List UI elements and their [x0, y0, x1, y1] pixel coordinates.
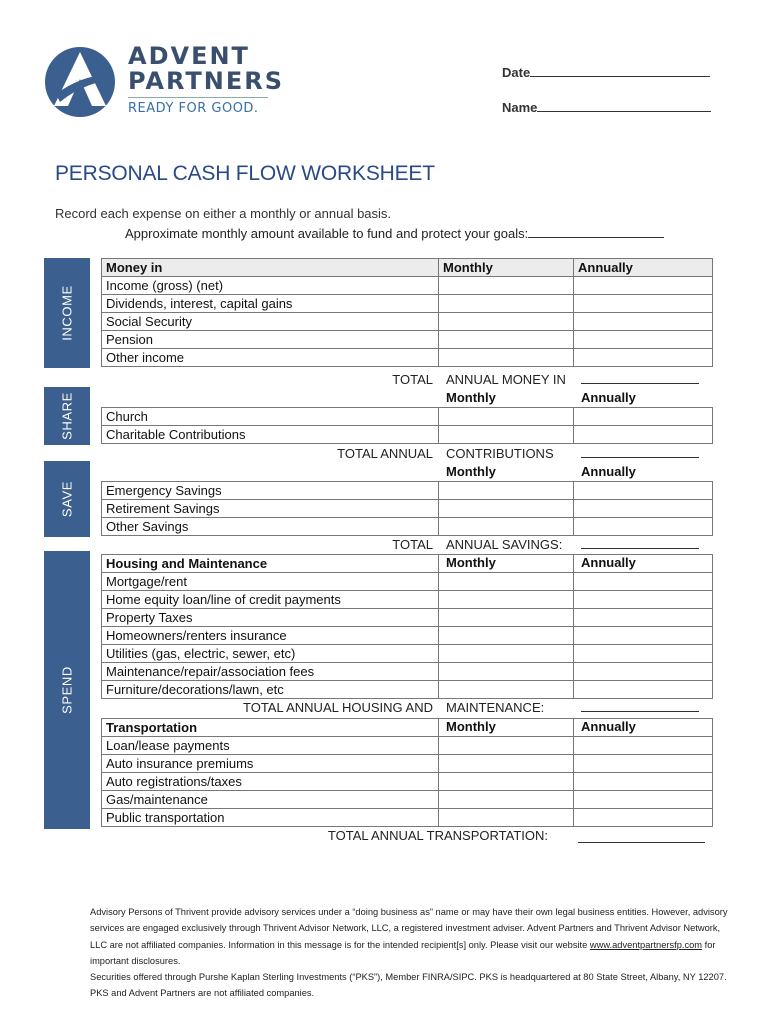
intro-text: Record each expense on either a monthly or annual basis.: [55, 206, 392, 221]
brand-line1: ADVENT: [128, 42, 250, 70]
annual-cell[interactable]: [574, 408, 713, 426]
annual-cell[interactable]: [574, 426, 713, 444]
brand-divider: [128, 97, 268, 98]
monthly-cell[interactable]: [439, 313, 574, 331]
monthly-cell[interactable]: [439, 627, 574, 645]
column-header-monthly: Monthly: [439, 259, 574, 277]
save-monthly-header: Monthly: [446, 464, 496, 479]
tab-share: [44, 387, 90, 445]
tab-spend: [44, 551, 90, 829]
annual-cell[interactable]: [574, 681, 713, 699]
annual-cell[interactable]: [574, 518, 713, 536]
row-label: Utilities (gas, electric, sewer, etc): [102, 645, 439, 663]
website-link[interactable]: www.adventpartnersfp.com: [589, 939, 703, 950]
monthly-cell[interactable]: [439, 645, 574, 663]
table-row: [102, 755, 713, 773]
table-header-row: [102, 259, 713, 277]
table-row: [102, 277, 713, 295]
monthly-cell[interactable]: [439, 681, 574, 699]
table-row: [102, 663, 713, 681]
table-row: [102, 500, 713, 518]
monthly-cell[interactable]: [439, 591, 574, 609]
transport-annually-header: Annually: [581, 719, 636, 734]
transport-monthly-header: Monthly: [446, 719, 496, 734]
row-label: Auto registrations/taxes: [102, 773, 439, 791]
goal-amount-line[interactable]: [528, 225, 664, 238]
row-label: Other Savings: [102, 518, 439, 536]
goal-amount-label: Approximate monthly amount available to fund and protect your goals:: [125, 226, 529, 241]
monthly-cell[interactable]: [439, 331, 574, 349]
tab-spend-label: SPEND: [59, 666, 75, 714]
monthly-cell[interactable]: [439, 426, 574, 444]
table-row: [102, 773, 713, 791]
table-row: [102, 408, 713, 426]
monthly-cell: [439, 555, 574, 573]
row-label: Emergency Savings: [102, 482, 439, 500]
name-field[interactable]: [502, 99, 711, 115]
annual-cell[interactable]: [574, 482, 713, 500]
date-field[interactable]: [502, 64, 710, 80]
tab-income: [44, 258, 90, 368]
table-row: [102, 518, 713, 536]
row-label: Property Taxes: [102, 609, 439, 627]
monthly-cell[interactable]: [439, 518, 574, 536]
monthly-cell[interactable]: [439, 482, 574, 500]
row-label: Furniture/decorations/lawn, etc: [102, 681, 439, 699]
row-label: Other income: [102, 349, 439, 367]
monthly-cell[interactable]: [439, 277, 574, 295]
save-table: [101, 481, 713, 536]
housing-table: [101, 554, 713, 699]
table-row: [102, 645, 713, 663]
row-label: Income (gross) (net): [102, 277, 439, 295]
row-label: Homeowners/renters insurance: [102, 627, 439, 645]
annual-cell[interactable]: [574, 645, 713, 663]
disclosure-text: Advisory Persons of Thrivent provide advisory services under a “doing business as” name or may have their own legal business entities. However, advisory services are engaged exclusively through Thrivent Advisor Network, LLC, a registered investment adviser. Advent Partners and Thrivent Advisor Network, LLC are not affiliated companies. Information in this message is for the intended recipient[s] only. Please visit our website: [90, 907, 728, 950]
annual-cell[interactable]: [574, 809, 713, 827]
monthly-cell[interactable]: [439, 573, 574, 591]
save-annually-header: Annually: [581, 464, 636, 479]
save-total-right: ANNUAL SAVINGS:: [446, 537, 563, 552]
annual-cell[interactable]: [574, 627, 713, 645]
monthly-cell: [439, 719, 574, 737]
securities-disclosure: Securities offered through Purshe Kaplan Sterling Investments (“PKS”), Member FINRA/SIPC. PKS is headquartered at 80 State Street, Albany, NY 12207. PKS and Advent Partners are not affiliated companies.: [90, 972, 727, 999]
brand-tagline: READY FOR GOOD.: [128, 101, 259, 116]
row-label: Auto insurance premiums: [102, 755, 439, 773]
row-label: Dividends, interest, capital gains: [102, 295, 439, 313]
column-header-annually: Annually: [574, 259, 713, 277]
annual-cell[interactable]: [574, 737, 713, 755]
table-row: [102, 573, 713, 591]
housing-monthly-header: Monthly: [446, 555, 496, 570]
annual-cell[interactable]: [574, 791, 713, 809]
table-row: [102, 627, 713, 645]
row-label: Charitable Contributions: [102, 426, 439, 444]
housing-total-line[interactable]: [581, 711, 699, 712]
annual-cell: [574, 555, 713, 573]
housing-total-left: TOTAL ANNUAL HOUSING AND: [243, 700, 433, 715]
tab-save: [44, 461, 90, 537]
housing-total-right: MAINTENANCE:: [446, 700, 545, 715]
annual-cell: [574, 719, 713, 737]
transport-table: [101, 718, 713, 827]
row-label: Mortgage/rent: [102, 573, 439, 591]
save-total-left: TOTAL: [392, 537, 433, 552]
share-total-line[interactable]: [581, 457, 699, 458]
row-label: Home equity loan/line of credit payments: [102, 591, 439, 609]
row-label: Gas/maintenance: [102, 791, 439, 809]
annual-cell[interactable]: [574, 295, 713, 313]
transport-total-label: TOTAL ANNUAL TRANSPORTATION:: [327, 828, 548, 843]
table-row: [102, 295, 713, 313]
table-row: [102, 719, 713, 737]
monthly-cell[interactable]: [439, 755, 574, 773]
annual-cell[interactable]: [574, 609, 713, 627]
tab-income-label: INCOME: [59, 285, 75, 341]
annual-cell[interactable]: [574, 313, 713, 331]
housing-section-header: Housing and Maintenance: [102, 555, 439, 573]
table-row: [102, 313, 713, 331]
row-label: Maintenance/repair/association fees: [102, 663, 439, 681]
row-label: Public transportation: [102, 809, 439, 827]
save-total-line[interactable]: [581, 548, 699, 549]
row-label: Church: [102, 408, 439, 426]
income-total-left: TOTAL: [392, 372, 433, 387]
transport-section-header: Transportation: [102, 719, 439, 737]
brand-line2: PARTNERS: [128, 67, 284, 95]
disclosure-footer: [90, 904, 730, 1002]
disclosure-text-end: for important disclosures.: [90, 939, 716, 966]
table-row: [102, 809, 713, 827]
share-monthly-header: Monthly: [446, 390, 496, 405]
annual-cell[interactable]: [574, 663, 713, 681]
date-label: Date: [502, 65, 531, 80]
name-label: Name: [502, 100, 538, 115]
transport-total-line[interactable]: [578, 842, 705, 843]
table-row: [102, 609, 713, 627]
annual-cell[interactable]: [574, 500, 713, 518]
table-row: [102, 426, 713, 444]
tab-share-label: SHARE: [59, 392, 75, 440]
row-label: Pension: [102, 331, 439, 349]
monthly-cell[interactable]: [439, 737, 574, 755]
table-row: [102, 591, 713, 609]
annual-cell[interactable]: [574, 773, 713, 791]
table-row: [102, 555, 713, 573]
row-label: Retirement Savings: [102, 500, 439, 518]
monthly-cell[interactable]: [439, 295, 574, 313]
row-label: Loan/lease payments: [102, 737, 439, 755]
share-total-left: TOTAL ANNUAL: [337, 446, 433, 461]
monthly-cell[interactable]: [439, 500, 574, 518]
table-row: [102, 737, 713, 755]
annual-cell[interactable]: [574, 573, 713, 591]
monthly-cell[interactable]: [439, 791, 574, 809]
brand-block: [128, 44, 284, 116]
date-line[interactable]: [530, 64, 710, 77]
monthly-cell[interactable]: [439, 609, 574, 627]
advent-partners-logo-icon: [44, 46, 116, 118]
tab-save-label: SAVE: [59, 480, 75, 518]
share-table: [101, 407, 713, 444]
goal-amount-field[interactable]: [125, 225, 664, 241]
row-label: Social Security: [102, 313, 439, 331]
monthly-cell[interactable]: [439, 773, 574, 791]
annual-cell[interactable]: [574, 591, 713, 609]
income-total-right: ANNUAL MONEY IN: [446, 372, 566, 387]
monthly-cell[interactable]: [439, 408, 574, 426]
monthly-cell[interactable]: [439, 349, 574, 367]
income-total-line[interactable]: [581, 383, 699, 384]
name-line[interactable]: [537, 99, 711, 112]
table-row: [102, 331, 713, 349]
column-header: Money in: [102, 259, 439, 277]
monthly-cell[interactable]: [439, 663, 574, 681]
share-annually-header: Annually: [581, 390, 636, 405]
table-row: [102, 482, 713, 500]
table-row: [102, 791, 713, 809]
table-row: [102, 681, 713, 699]
income-table: [101, 258, 713, 367]
share-total-right: CONTRIBUTIONS: [446, 446, 554, 461]
annual-cell[interactable]: [574, 331, 713, 349]
annual-cell[interactable]: [574, 349, 713, 367]
housing-annually-header: Annually: [581, 555, 636, 570]
annual-cell[interactable]: [574, 755, 713, 773]
annual-cell[interactable]: [574, 277, 713, 295]
table-row: [102, 349, 713, 367]
page-title: PERSONAL CASH FLOW WORKSHEET: [55, 162, 435, 185]
monthly-cell[interactable]: [439, 809, 574, 827]
